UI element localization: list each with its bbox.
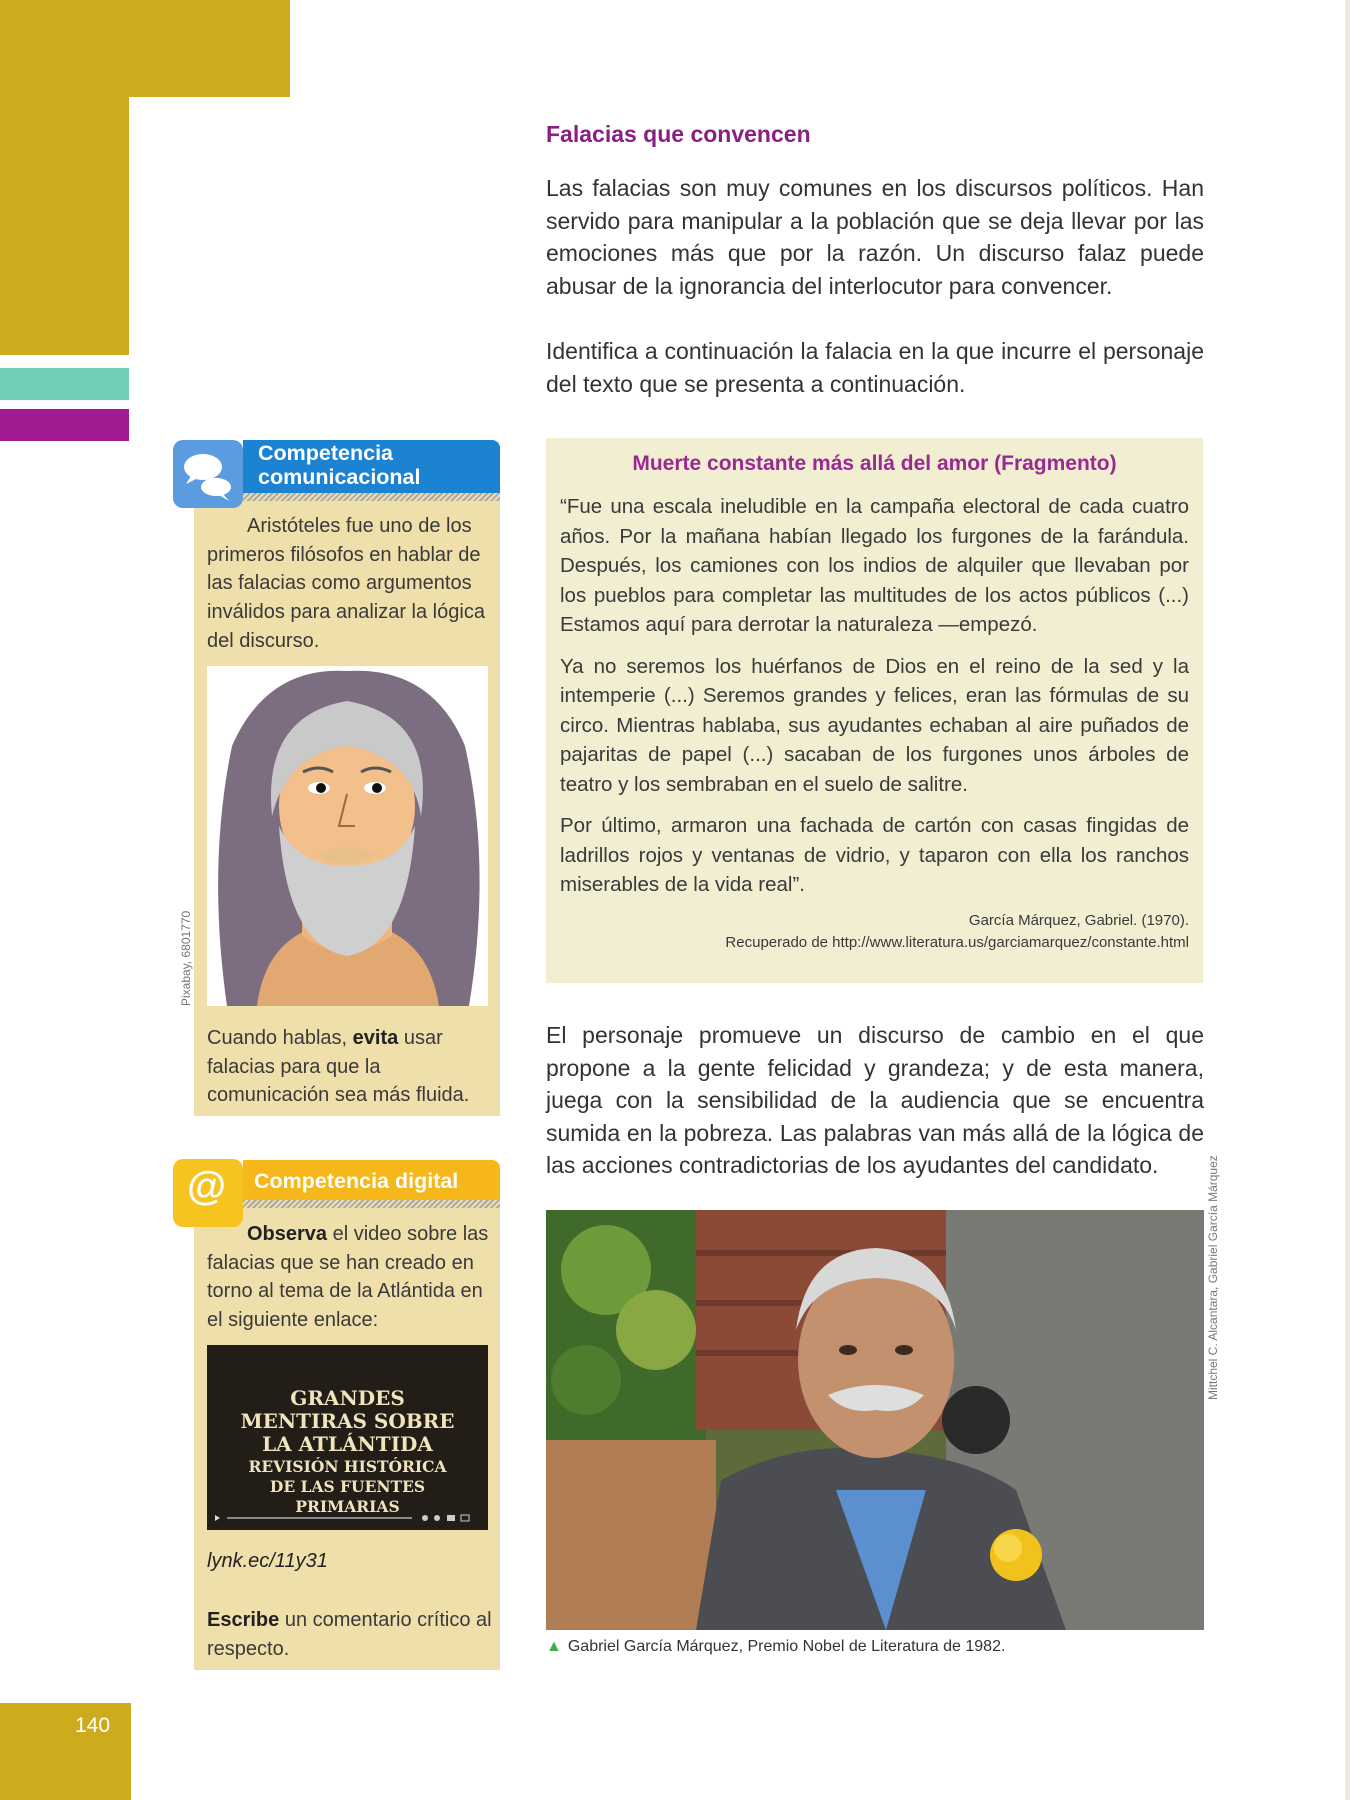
header-hatch xyxy=(243,493,500,501)
image-credit: Pixabay, 6801770 xyxy=(179,910,193,1006)
fragment-paragraph: Ya no seremos los huérfanos de Dios en el reino de la sed y la intemperie (...) Seremos grandes y felices, eran las fórmulas de su circo. Mientras hablaba, sus ayudantes echaban al aire puñados de pajaritas de papel (...) sacaban de los furgones unos árboles de teatro y los sembraban en el suelo de salitre. xyxy=(560,654,1189,796)
video-instruction xyxy=(207,1220,492,1335)
gold-corner-band xyxy=(0,0,290,97)
gold-side-band xyxy=(0,97,129,355)
video-subtitle-line: DE LAS FUENTES xyxy=(269,1477,426,1496)
garcia-marquez-photo xyxy=(546,1210,1204,1630)
at-sign-glyph: @ xyxy=(187,1164,227,1208)
play-icon xyxy=(215,1515,220,1521)
video-title-line: GRANDES xyxy=(290,1386,405,1410)
communication-header-title xyxy=(258,441,421,489)
header-hatch xyxy=(243,1200,500,1208)
aristotle-intro-text: Aristóteles fue uno de los primeros filósofos en hablar de las falacias como argumentos inválidos para analizar la lógica del discurso. xyxy=(207,515,485,652)
header-line-1: Competencia xyxy=(258,441,394,465)
section-title: Falacias que convencen xyxy=(546,121,811,147)
page-number: 140 xyxy=(75,1714,111,1737)
analysis-paragraph: El personaje promueve un discurso de cambio en el que propone a la gente felicidad y grandeza; y de esta manera, juega con la sensibilidad de la audiencia que se encuentra sumida en la pobreza. Las palabras van más allá de la lógica de las acciones contradictorias de los ayudantes del candidato. xyxy=(546,1022,1204,1178)
tip-prefix: Cuando hablas, xyxy=(207,1027,353,1049)
header-line-2: comunicacional xyxy=(258,465,421,489)
fragment-box xyxy=(546,438,1203,983)
tip-bold: evita xyxy=(352,1027,399,1049)
triangle-up-icon: ▲ xyxy=(546,1638,562,1655)
reference-author: García Márquez, Gabriel. (1970). xyxy=(968,911,1189,929)
magenta-stripe xyxy=(0,409,129,441)
aristotle-intro xyxy=(207,512,492,656)
photo-credit: Mittchel C. Alcantara, Gabriel García Márquez xyxy=(1206,1155,1220,1400)
atlantis-video[interactable] xyxy=(207,1345,488,1530)
fragment-paragraph: Por último, armaron una fachada de cartón con casas fingidas de ladrillos rojos y ventanas de vidrio, y taparon con ella los ranchos miserables de la vida real”. xyxy=(560,814,1189,896)
photo-caption xyxy=(546,1638,1005,1656)
digital-header-title: Competencia digital xyxy=(254,1169,459,1193)
instruction-paragraph: Identifica a continuación la falacia en la que incurre el personaje del texto que se presenta a continuación. xyxy=(546,338,1204,397)
portrait-illustration xyxy=(546,1210,1204,1630)
video-title xyxy=(207,1387,488,1516)
caption-text: Gabriel García Márquez, Premio Nobel de Literatura de 1982. xyxy=(567,1638,1006,1655)
page-edge xyxy=(1345,0,1350,1800)
fragment-reference xyxy=(560,910,1189,954)
write-instruction xyxy=(207,1606,492,1663)
teal-stripe xyxy=(0,368,129,400)
aristotle-illustration xyxy=(207,666,488,1006)
fragment-title: Muerte constante más allá del amor (Fragmento) xyxy=(632,452,1117,475)
volume-icon xyxy=(422,1515,428,1521)
fragment-paragraph: “Fue una escala ineludible en la campaña electoral de cada cuatro años. Por la mañana habían llegado los furgones de la farándula. Después, los camiones con los indios de alquiler que llevaban por los pueblos para completar las multitudes de los actos públicos (...) Estamos aquí para derrotar la naturaleza —empezó. xyxy=(560,495,1189,636)
video-controls[interactable] xyxy=(215,1514,480,1522)
captions-icon xyxy=(447,1515,455,1521)
settings-icon xyxy=(434,1515,440,1521)
observe-text: el video sobre las falacias que se han creado en torno al tema de la Atlántida en el siguiente enlace: xyxy=(207,1223,489,1332)
progress-track xyxy=(227,1517,412,1519)
communication-tip xyxy=(207,1024,492,1110)
observe-bold: Observa xyxy=(247,1223,328,1245)
video-subtitle-line: REVISIÓN HISTÓRICA xyxy=(248,1457,447,1476)
reference-url: Recuperado de http://www.literatura.us/garciamarquez/constante.html xyxy=(725,933,1189,951)
video-title-line: LA ATLÁNTIDA xyxy=(262,1432,433,1456)
write-text: un comentario crítico al respecto. xyxy=(207,1609,492,1660)
gold-footer-band xyxy=(0,1703,131,1800)
write-bold: Escribe xyxy=(207,1609,280,1631)
fullscreen-icon xyxy=(461,1515,469,1521)
speech-bubbles-icon xyxy=(173,440,243,508)
video-title-line: MENTIRAS SOBRE xyxy=(240,1409,455,1433)
intro-paragraph: Las falacias son muy comunes en los discursos políticos. Han servido para manipular a la población que se deja llevar por las emociones más que por la razón. Un discurso falaz puede abusar de la ignorancia del interlocutor para convencer. xyxy=(546,175,1204,299)
tip-suffix: usar falacias para que la comunicación sea más fluida. xyxy=(207,1027,470,1107)
video-link[interactable]: lynk.ec/11y31 xyxy=(207,1550,328,1572)
video-subtitle-line: PRIMARIAS xyxy=(295,1497,400,1516)
